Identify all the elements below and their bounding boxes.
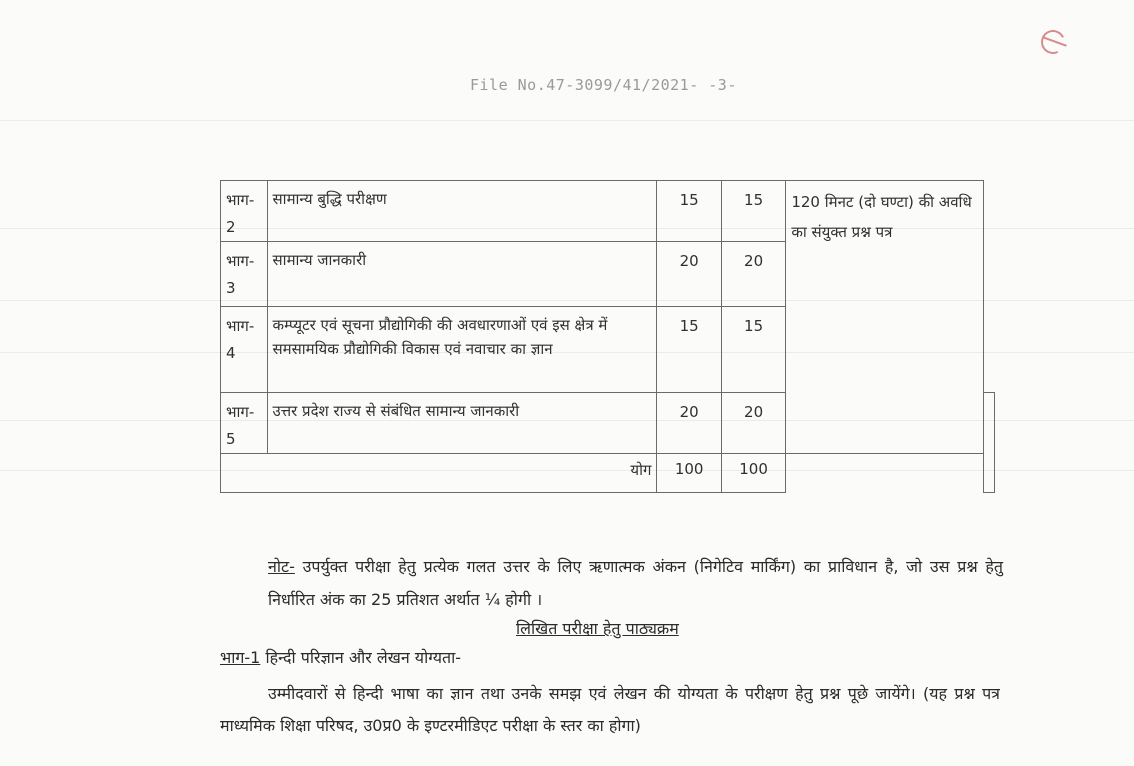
section-title [220, 646, 461, 668]
part-cell: भाग- 5 [221, 393, 268, 454]
table-row [221, 181, 995, 242]
subject-cell: कम्प्यूटर एवं सूचना प्रौद्योगिकी की अवधारणाओं एवं इस क्षेत्र में समसामयिक प्रौद्योगिकी विकास एवं नवाचार का ज्ञान [267, 307, 657, 393]
total-row [221, 454, 995, 493]
questions-cell: 20 [657, 393, 721, 454]
total-label: योग [221, 454, 657, 493]
questions-cell: 15 [657, 307, 721, 393]
marks-cell: 15 [721, 181, 785, 242]
empty-cell [984, 393, 995, 493]
subject-cell: उत्तर प्रदेश राज्य से संबंधित सामान्य जानकारी [267, 393, 657, 454]
marks-cell: 20 [721, 393, 785, 454]
questions-cell: 20 [657, 242, 721, 307]
section-paragraph: उम्मीदवारों से हिन्दी भाषा का ज्ञान तथा उनके समझ एवं लेखन की योग्यता के परीक्षण हेतु प्रश्न पूछे जायेंगे। (यह प्रश्न पत्र माध्यमिक शिक्षा परिषद, उ0प्र0 के इण्टरमीडिएट परीक्षा के स्तर का होगा) [220, 684, 1000, 735]
section-name: हिन्दी परिज्ञान और लेखन योग्यता- [260, 648, 462, 667]
duration-cell: 120 मिनट (दो घण्टा) की अवधि का संयुक्त प्रश्न पत्र [786, 181, 984, 454]
part-cell: भाग- 2 [221, 181, 268, 242]
section-label: भाग-1 [220, 648, 261, 667]
marks-cell: 20 [721, 242, 785, 307]
file-number: File No.47-3099/41/2021- -3- [470, 76, 737, 94]
note-label: नोट- [268, 557, 295, 576]
subject-cell: सामान्य जानकारी [267, 242, 657, 307]
negative-marking-note [268, 550, 1003, 616]
note-text: उपर्युक्त परीक्षा हेतु प्रत्येक गलत उत्तर के लिए ऋणात्मक अंकन (निगेटिव मार्किंग) का प्राविधान है, जो उस प्रश्न हेतु निर्धारित अंक का 25 प्रतिशत अर्थात ¼ होगी । [268, 557, 1003, 609]
part-cell: भाग- 3 [221, 242, 268, 307]
syllabus-heading: लिखित परीक्षा हेतु पाठ्यक्रम [516, 619, 679, 638]
marks-table [220, 180, 995, 493]
part-cell: भाग- 4 [221, 307, 268, 393]
subject-cell: सामान्य बुद्धि परीक्षण [267, 181, 657, 242]
total-marks: 100 [721, 454, 785, 493]
questions-cell: 15 [657, 181, 721, 242]
marks-cell: 15 [721, 307, 785, 393]
total-questions: 100 [657, 454, 721, 493]
corner-stamp-mark [1038, 27, 1069, 58]
